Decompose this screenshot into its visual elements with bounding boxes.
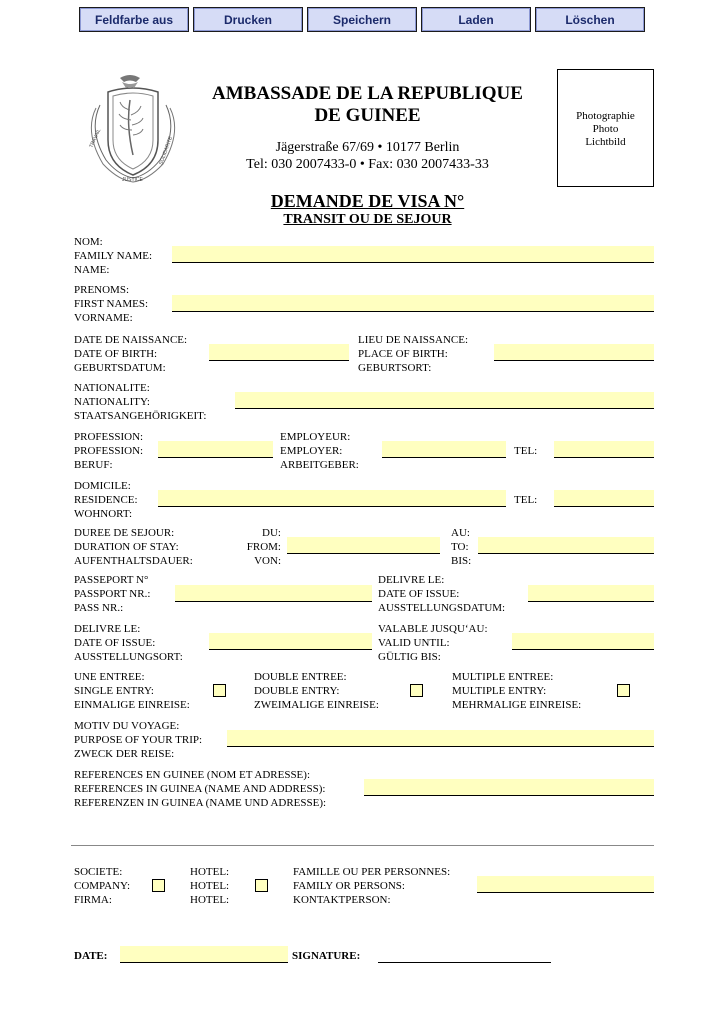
signature-line [378, 962, 551, 963]
birth-date-field[interactable] [209, 344, 349, 361]
label-company: SOCIETE: COMPANY: FIRMA: [74, 866, 131, 906]
name-field[interactable] [172, 246, 654, 263]
family-persons-field[interactable] [477, 876, 654, 893]
birth-place-field[interactable] [494, 344, 654, 361]
tel-work-field[interactable] [554, 441, 654, 458]
label-from: DU: FROM: VON: [246, 527, 281, 567]
label-employer: EMPLOYEUR: EMPLOYER: ARBEITGEBER: [280, 431, 359, 471]
tel-home-field[interactable] [554, 490, 654, 507]
double-entry-checkbox[interactable] [410, 684, 423, 697]
label-profession: PROFESSION: PROFESSION: BERUF: [74, 431, 144, 471]
label-single-entry: UNE ENTREE: SINGLE ENTRY: EINMALIGE EINREISE: [74, 671, 190, 711]
valid-until-field[interactable] [512, 633, 654, 650]
date-field[interactable] [120, 946, 288, 963]
stay-to-field[interactable] [478, 537, 654, 554]
embassy-address: Jägerstraße 67/69 • 10177 Berlin [275, 140, 460, 155]
embassy-phone: Tel: 030 2007433-0 • Fax: 030 2007433-33 [246, 157, 489, 172]
label-purpose: MOTIV DU VOYAGE: PURPOSE OF YOUR TRIP: ZWECK DER REISE: [74, 720, 203, 760]
label-first-names: PRENOMS: FIRST NAMES: VORNAME: [74, 284, 149, 324]
clear-button[interactable]: Löschen [535, 7, 645, 32]
print-button[interactable]: Drucken [193, 7, 303, 32]
single-entry-checkbox[interactable] [213, 684, 226, 697]
label-issue-date: DELIVRE LE: DATE OF ISSUE: AUSSTELLUNGSDATUM: [378, 574, 506, 614]
purpose-field[interactable] [227, 730, 654, 747]
label-references: REFERENCES EN GUINEE (NOM ET ADRESSE): REFERENCES IN GUINEA (NAME AND ADDRESS): REFERENZEN IN GUINEA (NAME UND ADRESSE): [74, 769, 327, 809]
label-valid-until: VALABLE JUSQU‘AU: VALID UNTIL: GÜLTIG BIS: [378, 623, 488, 663]
embassy-title: AMBASSADE DE LA REPUBLIQUE DE GUINEE [212, 83, 523, 126]
residence-field[interactable] [158, 490, 506, 507]
passport-nr-field[interactable] [175, 585, 372, 602]
section-divider [71, 845, 654, 846]
multiple-entry-checkbox[interactable] [617, 684, 630, 697]
save-button[interactable]: Speichern [307, 7, 417, 32]
label-to: AU: TO: BIS: [451, 527, 472, 567]
profession-field[interactable] [158, 441, 273, 458]
issue-place-field[interactable] [209, 633, 372, 650]
hotel-checkbox[interactable] [255, 879, 268, 892]
form-subtitle: TRANSIT OU DE SEJOUR [283, 212, 452, 227]
label-date: DATE: [74, 950, 108, 962]
label-multiple-entry: MULTIPLE ENTREE: MULTIPLE ENTRY: MEHRMALIGE EINREISE: [452, 671, 582, 711]
label-passport: PASSEPORT N° PASSPORT NR.: PASS NR.: [74, 574, 151, 614]
load-button[interactable]: Laden [421, 7, 531, 32]
label-nationality: NATIONALITE: NATIONALITY: STAATSANGEHÖRIGKEIT: [74, 382, 207, 422]
label-hotel: HOTEL: HOTEL: HOTEL: [190, 866, 230, 906]
coat-of-arms-emblem [78, 70, 188, 185]
label-double-entry: DOUBLE ENTREE: DOUBLE ENTRY: ZWEIMALIGE EINREISE: [254, 671, 379, 711]
label-birth-place: LIEU DE NAISSANCE: PLACE OF BIRTH: GEBURTSORT: [358, 334, 468, 374]
label-tel-home: TEL: [514, 494, 538, 506]
label-duration: DUREE DE SEJOUR: DURATION OF STAY: AUFENTHALTSDAUER: [74, 527, 193, 567]
issue-date-field[interactable] [528, 585, 654, 602]
label-name: NOM: FAMILY NAME: NAME: [74, 236, 153, 276]
label-issue-place: DELIVRE LE: DATE OF ISSUE: AUSSTELLUNGSORT: [74, 623, 183, 663]
photo-box: Photographie Photo Lichtbild [557, 69, 654, 187]
field-color-off-button[interactable]: Feldfarbe aus [79, 7, 189, 32]
emblem-text-travail: TRAVAIL [88, 128, 103, 149]
employer-field[interactable] [382, 441, 506, 458]
emblem-text-justice: JUSTICE [122, 177, 143, 183]
first-names-field[interactable] [172, 295, 654, 312]
references-field[interactable] [364, 779, 654, 796]
label-birth-date: DATE DE NAISSANCE: DATE OF BIRTH: GEBURTSDATUM: [74, 334, 188, 374]
stay-from-field[interactable] [287, 537, 440, 554]
label-signature: SIGNATURE: [292, 950, 361, 962]
form-title: DEMANDE DE VISA N° [270, 191, 465, 211]
label-residence: DOMICILE: RESIDENCE: WOHNORT: [74, 480, 138, 520]
company-checkbox[interactable] [152, 879, 165, 892]
label-tel-work: TEL: [514, 445, 538, 457]
label-family-persons: FAMILLE OU PER PERSONNES: FAMILY OR PERSONS: KONTAKTPERSON: [293, 866, 451, 906]
nationality-field[interactable] [235, 392, 654, 409]
emblem-text-solidarite: SOLIDARITE [158, 135, 175, 166]
